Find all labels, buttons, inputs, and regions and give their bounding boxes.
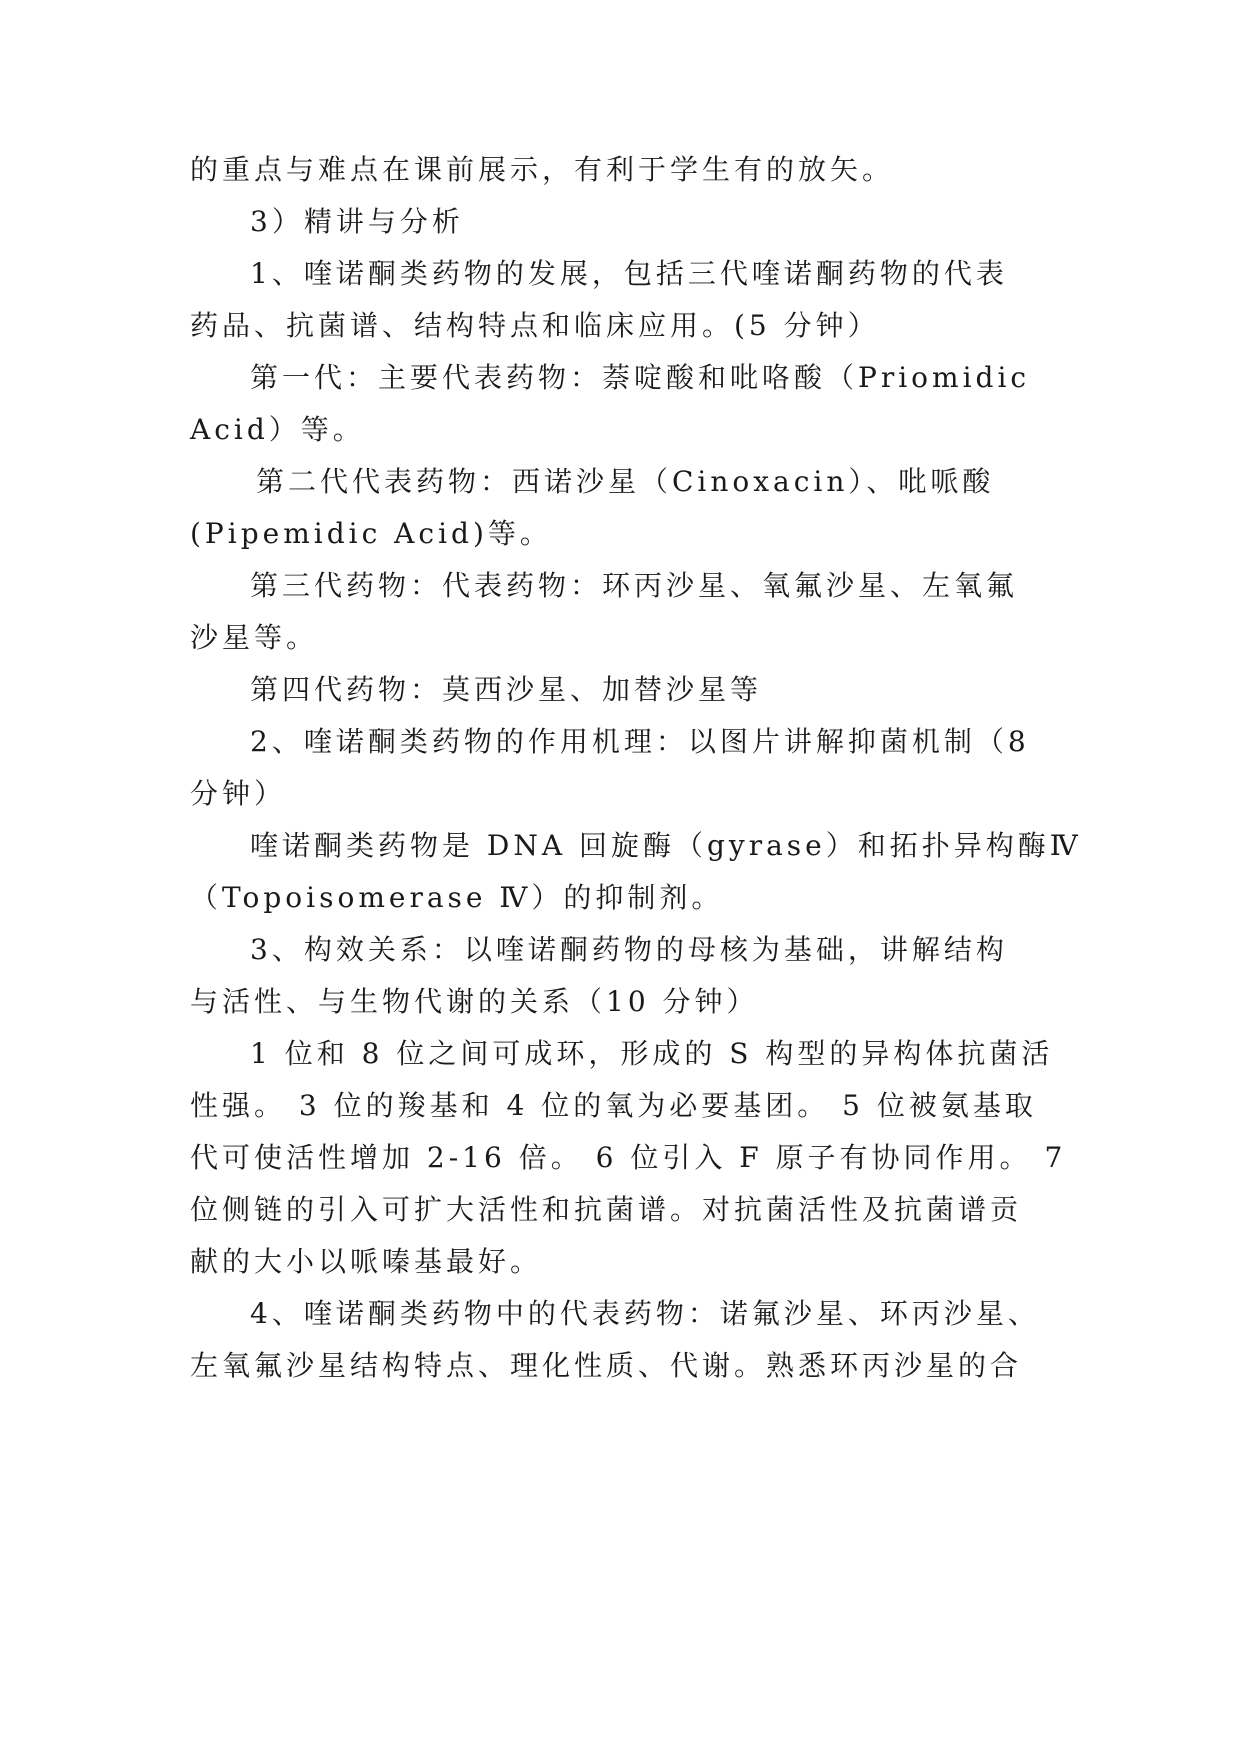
text-line: 1、喹诺酮类药物的发展，包括三代喹诺酮药物的代表 bbox=[250, 257, 1008, 290]
text-line: 与活性、与生物代谢的关系（10 分钟） bbox=[190, 985, 759, 1018]
text-line: 沙星等。 bbox=[190, 621, 319, 654]
text-line: 性强。 3 位的羧基和 4 位的氧为必要基团。 5 位被氨基取 bbox=[190, 1089, 1037, 1122]
section-heading: 3）精讲与分析 bbox=[250, 205, 464, 238]
text-line: 位侧链的引入可扩大活性和抗菌谱。对抗菌活性及抗菌谱贡 bbox=[190, 1193, 1023, 1226]
text-line: 4、喹诺酮类药物中的代表药物：诺氟沙星、环丙沙星、 bbox=[250, 1297, 1040, 1330]
text-line: 第二代代表药物：西诺沙星（Cinoxacin）、吡哌酸 bbox=[256, 465, 995, 498]
text-line: 第四代药物：莫西沙星、加替沙星等 bbox=[250, 673, 763, 706]
text-line: 喹诺酮类药物是 DNA 回旋酶（gyrase）和拓扑异构酶Ⅳ bbox=[250, 829, 1082, 862]
text-line: 的重点与难点在课前展示，有利于学生有的放矢。 bbox=[190, 153, 895, 186]
text-line: (Pipemidic Acid)等。 bbox=[190, 517, 552, 550]
text-line: （Topoisomerase Ⅳ）的抑制剂。 bbox=[190, 881, 724, 914]
text-line: 3、构效关系：以喹诺酮药物的母核为基础，讲解结构 bbox=[250, 933, 1008, 966]
text-line: 2、喹诺酮类药物的作用机理：以图片讲解抑菌机制（8 bbox=[250, 725, 1030, 758]
text-line: 第一代：主要代表药物：萘啶酸和吡咯酸（Priomidic bbox=[250, 361, 1031, 394]
text-line: 分钟） bbox=[190, 777, 287, 810]
text-line: 第三代药物：代表药物：环丙沙星、氧氟沙星、左氧氟 bbox=[250, 569, 1019, 602]
text-line: 代可使活性增加 2-16 倍。 6 位引入 F 原子有协同作用。 7 bbox=[190, 1141, 1067, 1174]
text-line: 左氧氟沙星结构特点、理化性质、代谢。熟悉环丙沙星的合 bbox=[190, 1349, 1023, 1382]
text-line: 献的大小以哌嗪基最好。 bbox=[190, 1245, 543, 1278]
text-line: Acid）等。 bbox=[190, 413, 365, 446]
text-line: 1 位和 8 位之间可成环，形成的 S 构型的异构体抗菌活 bbox=[250, 1037, 1054, 1070]
text-line: 药品、抗菌谱、结构特点和临床应用。(5 分钟） bbox=[190, 309, 880, 342]
